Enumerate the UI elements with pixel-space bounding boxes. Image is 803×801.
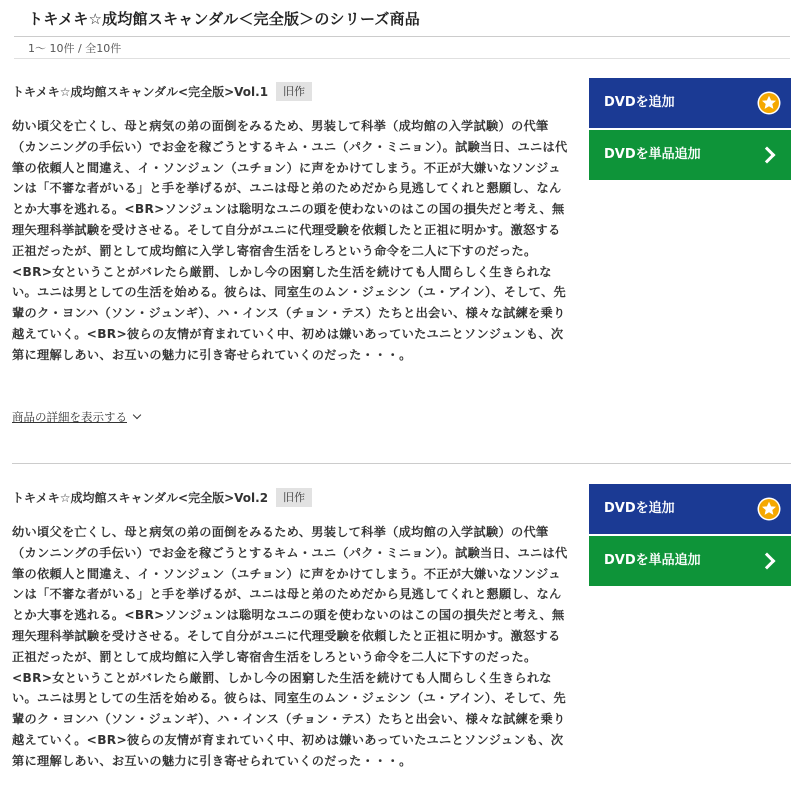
show-details-link[interactable] [12,409,140,425]
product-separator [12,463,791,464]
add-single-dvd-label: DVDを単品追加 [604,553,701,568]
result-count: 1～ 10件 / 全10件 [28,42,122,55]
chevron-down-icon [133,411,141,419]
star-icon [757,91,781,115]
page-title: トキメキ☆成均館スキャンダル＜完全版＞のシリーズ商品 [28,10,420,28]
product-title-row [12,487,312,507]
product-description: 幼い頃父を亡くし、母と病気の弟の面倒をみるため、男装して科挙（成均館の入学試験）の代筆（カンニングの手伝い）でお金を稼ごうとするキム・ユニ（パク・ミニョン）。試験当日、ユニは代筆の依頼人と間違え、イ・ソンジュン（ユチョン）に声をかけてしまう。不正が大嫌いなソンジュンは「不審な者がいる」と手を挙げるが、ユニは母と弟のためだから見逃してくれと懇願し、なんとか大事を逃れる。<BR>ソンジュンは聡明なユニの頭を使わないのはこの国の損失だと考え、無理矢理科挙試験を受けさせる。そして自分がユニに代理受験を依頼したと正祖に明かす。激怒する正祖だったが、罰として成均館に入学し寄宿舎生活をしろという命令を二人に下すのだった。<BR>女ということがバレたら厳罰、しかし今の困窮した生活を続けても人間らしく生きられない。ユニは男としての生活を始める。彼らは、同室生のムン・ジェシン（ユ・アイン）、そして、先輩のク・ヨンハ（ソン・ジュンギ）、ハ・インス（チョン・テス）たちと出会い、様々な試練を乗り越えていく。<BR>彼らの友情が育まれていく中、初めは嫌いあっていたユニとソンジュンも、次第に理解しあい、お互いの魅力に引き寄せられていくのだった・・・。 [12,119,568,362]
product-title-row [12,81,312,101]
add-dvd-button[interactable] [589,78,791,128]
add-single-dvd-label: DVDを単品追加 [604,147,701,162]
product-description: 幼い頃父を亡くし、母と病気の弟の面倒をみるため、男装して科挙（成均館の入学試験）の代筆（カンニングの手伝い）でお金を稼ごうとするキム・ユニ（パク・ミニョン）。試験当日、ユニは代筆の依頼人と間違え、イ・ソンジュン（ユチョン）に声をかけてしまう。不正が大嫌いなソンジュンは「不審な者がいる」と手を挙げるが、ユニは母と弟のためだから見逃してくれと懇願し、なんとか大事を逃れる。<BR>ソンジュンは聡明なユニの頭を使わないのはこの国の損失だと考え、無理矢理科挙試験を受けさせる。そして自分がユニに代理受験を依頼したと正祖に明かす。激怒する正祖だったが、罰として成均館に入学し寄宿舎生活をしろという命令を二人に下すのだった。<BR>女ということがバレたら厳罰、しかし今の困窮した生活を続けても人間らしく生きられない。ユニは男としての生活を始める。彼らは、同室生のムン・ジェシン（ユ・アイン）、そして、先輩のク・ヨンハ（ソン・ジュンギ）、ハ・インス（チョン・テス）たちと出会い、様々な試練を乗り越えていく。<BR>彼らの友情が育まれていく中、初めは嫌いあっていたユニとソンジュンも、次第に理解しあい、お互いの魅力に引き寄せられていくのだった・・・。 [12,525,568,768]
product-title[interactable]: トキメキ☆成均館スキャンダル<完全版>Vol.1 [12,85,269,99]
show-details-label: 商品の詳細を表示する [12,410,127,424]
old-release-badge: 旧作 [276,488,312,507]
chevron-right-icon [759,553,776,570]
add-dvd-label: DVDを追加 [604,95,675,110]
add-single-dvd-button[interactable] [589,130,791,180]
title-divider [14,36,790,37]
add-dvd-button[interactable] [589,484,791,534]
old-release-badge: 旧作 [276,82,312,101]
star-icon [757,497,781,521]
product-title[interactable]: トキメキ☆成均館スキャンダル<完全版>Vol.2 [12,491,269,505]
count-divider [14,58,790,59]
add-dvd-label: DVDを追加 [604,501,675,516]
chevron-right-icon [759,147,776,164]
add-single-dvd-button[interactable] [589,536,791,586]
